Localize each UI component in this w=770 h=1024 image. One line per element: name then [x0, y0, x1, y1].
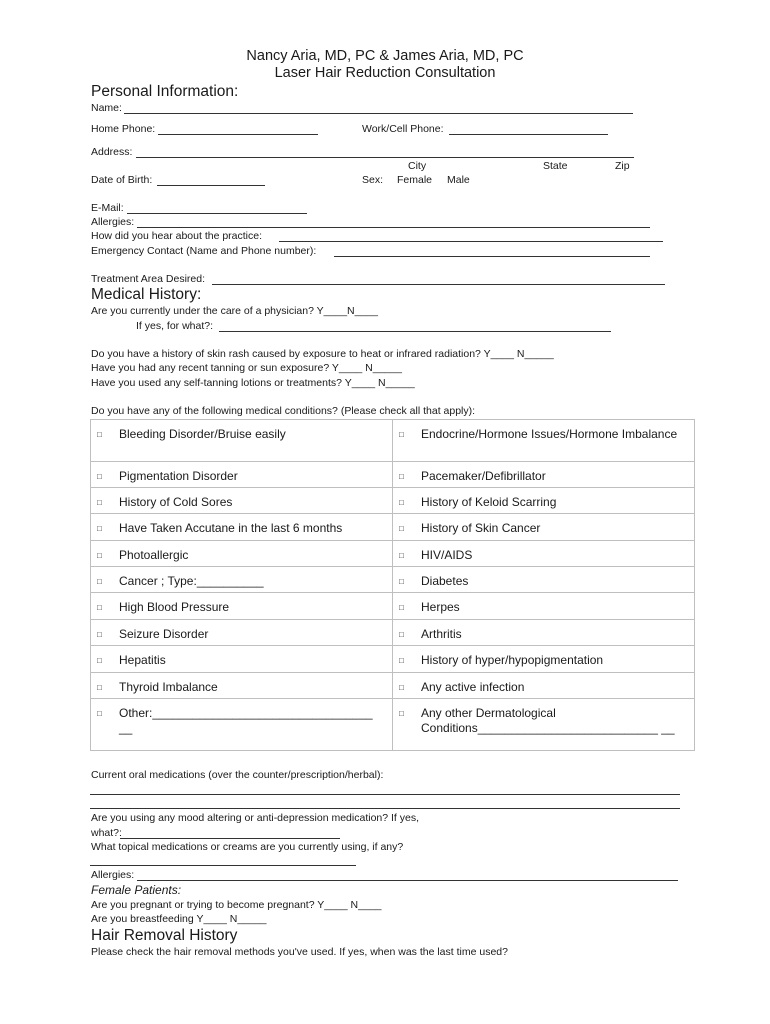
- condition-label: Any other Dermatological Conditions___________________________ __: [421, 706, 675, 735]
- condition-cell: [91, 541, 393, 567]
- conditions-question: Do you have any of the following medical conditions? (Please check all that apply):: [91, 405, 476, 417]
- condition-cell: [393, 462, 695, 488]
- condition-cell: [393, 593, 695, 620]
- table-row: [91, 620, 695, 646]
- condition-label: Herpes: [421, 600, 460, 614]
- checkbox[interactable]: □: [97, 603, 102, 612]
- condition-cell: [91, 462, 393, 488]
- checkbox[interactable]: □: [97, 430, 102, 439]
- sex-option-female[interactable]: Female: [397, 174, 433, 186]
- table-row: [91, 420, 695, 462]
- condition-label: Hepatitis: [119, 653, 166, 667]
- checkbox[interactable]: □: [97, 709, 102, 718]
- self-tanning-question: Have you used any self-tanning lotions or treatments? Y____ N_____: [91, 377, 415, 389]
- condition-label: Any active infection: [421, 680, 525, 694]
- condition-cell: [393, 420, 695, 462]
- condition-label: HIV/AIDS: [421, 548, 473, 562]
- conditions-table: [90, 419, 695, 751]
- email-label: E-Mail:: [91, 202, 124, 214]
- condition-cell: [91, 620, 393, 646]
- rash-question: Do you have a history of skin rash caused by exposure to heat or infrared radiation? Y____ N_____: [91, 348, 554, 360]
- condition-cell: [393, 620, 695, 646]
- condition-cell: [91, 488, 393, 514]
- condition-cell: [91, 593, 393, 620]
- name-field[interactable]: [124, 113, 633, 114]
- condition-cell: [393, 541, 695, 567]
- condition-cell: [393, 567, 695, 593]
- checkbox[interactable]: □: [97, 524, 102, 533]
- mood-medication-what-label: what?:: [91, 827, 122, 839]
- condition-cell: [91, 514, 393, 541]
- condition-label: Seizure Disorder: [119, 627, 209, 641]
- checkbox[interactable]: □: [97, 498, 102, 507]
- table-row: [91, 462, 695, 488]
- topical-medications-question: What topical medications or creams are you currently using, if any?: [91, 841, 404, 853]
- allergies-field-2[interactable]: [137, 880, 678, 881]
- checkbox[interactable]: □: [399, 709, 404, 718]
- condition-cell: [91, 673, 393, 699]
- practice-name: Nancy Aria, MD, PC & James Aria, MD, PC: [246, 48, 524, 64]
- table-row: [91, 514, 695, 541]
- table-row: [91, 567, 695, 593]
- condition-cell: [393, 514, 695, 541]
- dob-label: Date of Birth:: [91, 174, 153, 186]
- table-row: [91, 673, 695, 699]
- medical-history-heading: Medical History:: [91, 286, 202, 303]
- home-phone-field[interactable]: [158, 134, 318, 135]
- treatment-area-field[interactable]: [212, 284, 665, 285]
- checkbox[interactable]: □: [97, 577, 102, 586]
- emergency-contact-field[interactable]: [334, 256, 650, 257]
- condition-cell: [393, 699, 695, 751]
- condition-cell: [393, 673, 695, 699]
- checkbox[interactable]: □: [97, 472, 102, 481]
- city-label: City: [408, 160, 427, 172]
- condition-cell: [91, 646, 393, 673]
- condition-label: History of Cold Sores: [119, 495, 233, 509]
- sex-label: Sex:: [362, 174, 384, 186]
- referral-field[interactable]: [279, 241, 663, 242]
- work-phone-field[interactable]: [449, 134, 608, 135]
- condition-cell: [91, 699, 393, 751]
- email-field[interactable]: [127, 213, 307, 214]
- physician-question: Are you currently under the care of a physician? Y____N____: [91, 305, 378, 317]
- checkbox[interactable]: □: [399, 472, 404, 481]
- condition-label: Pacemaker/Defibrillator: [421, 469, 546, 483]
- table-row: [91, 541, 695, 567]
- checkbox[interactable]: □: [97, 630, 102, 639]
- condition-label: Cancer ; Type:__________: [119, 574, 264, 588]
- checkbox[interactable]: □: [399, 551, 404, 560]
- table-row: [91, 699, 695, 751]
- condition-cell: [91, 567, 393, 593]
- condition-label: Bleeding Disorder/Bruise easily: [119, 427, 286, 441]
- checkbox[interactable]: □: [399, 656, 404, 665]
- condition-label: Diabetes: [421, 574, 469, 588]
- mood-medication-field[interactable]: [120, 838, 340, 839]
- checkbox[interactable]: □: [399, 603, 404, 612]
- table-row: [91, 646, 695, 673]
- condition-label: Thyroid Imbalance: [119, 680, 218, 694]
- physician-what-field[interactable]: [219, 331, 611, 332]
- allergies-field[interactable]: [137, 227, 650, 228]
- breastfeeding-question: Are you breastfeeding Y____ N_____: [91, 913, 267, 925]
- treatment-area-label: Treatment Area Desired:: [91, 273, 205, 285]
- condition-label: Arthritis: [421, 627, 462, 641]
- allergies-label-2: Allergies:: [91, 869, 135, 881]
- checkbox[interactable]: □: [399, 577, 404, 586]
- table-row: [91, 593, 695, 620]
- condition-label: History of hyper/hypopigmentation: [421, 653, 604, 667]
- pregnant-question: Are you pregnant or trying to become pregnant? Y____ N____: [91, 899, 382, 911]
- oral-medications-label: Current oral medications (over the counter/prescription/herbal):: [91, 769, 384, 781]
- condition-label: History of Keloid Scarring: [421, 495, 557, 509]
- checkbox[interactable]: □: [399, 630, 404, 639]
- checkbox[interactable]: □: [97, 683, 102, 692]
- condition-cell: [393, 488, 695, 514]
- emergency-contact-label: Emergency Contact (Name and Phone number):: [91, 245, 317, 257]
- state-label: State: [543, 160, 568, 172]
- address-label: Address:: [91, 146, 133, 158]
- checkbox[interactable]: □: [399, 430, 404, 439]
- condition-label: High Blood Pressure: [119, 600, 230, 614]
- name-label: Name:: [91, 102, 122, 114]
- sex-option-male[interactable]: Male: [447, 174, 470, 186]
- allergies-label: Allergies:: [91, 216, 135, 228]
- form-title: Laser Hair Reduction Consultation: [274, 65, 496, 81]
- condition-cell: [393, 646, 695, 673]
- condition-label: Pigmentation Disorder: [119, 469, 238, 483]
- oral-medications-field-1[interactable]: [90, 794, 680, 795]
- home-phone-label: Home Phone:: [91, 123, 156, 135]
- physician-what-label: If yes, for what?:: [136, 320, 214, 332]
- condition-label: History of Skin Cancer: [421, 521, 541, 535]
- hair-removal-heading: Hair Removal History: [91, 927, 238, 944]
- checkbox[interactable]: □: [399, 498, 404, 507]
- address-field[interactable]: [136, 157, 634, 158]
- condition-label: Endocrine/Hormone Issues/Hormone Imbalance: [421, 427, 678, 441]
- dob-field[interactable]: [157, 185, 265, 186]
- table-row: [91, 488, 695, 514]
- condition-cell: [91, 420, 393, 462]
- condition-label: Have Taken Accutane in the last 6 months: [119, 521, 343, 535]
- checkbox[interactable]: □: [399, 683, 404, 692]
- female-patients-heading: Female Patients:: [91, 883, 182, 897]
- zip-label: Zip: [615, 160, 630, 172]
- work-phone-label: Work/Cell Phone:: [362, 123, 444, 135]
- oral-medications-field-2[interactable]: [90, 808, 680, 809]
- condition-label: Other:_________________________________ __: [119, 706, 373, 735]
- checkbox[interactable]: □: [97, 656, 102, 665]
- condition-label: Photoallergic: [119, 548, 189, 562]
- personal-info-heading: Personal Information:: [91, 83, 239, 100]
- checkbox[interactable]: □: [97, 551, 102, 560]
- hair-removal-instructions: Please check the hair removal methods you've used. If yes, when was the last time used?: [91, 946, 508, 958]
- topical-medications-field[interactable]: [90, 865, 356, 866]
- checkbox[interactable]: □: [399, 524, 404, 533]
- mood-medication-question: Are you using any mood altering or anti-depression medication? If yes,: [91, 812, 420, 824]
- tanning-question: Have you had any recent tanning or sun exposure? Y____ N_____: [91, 362, 402, 374]
- referral-label: How did you hear about the practice:: [91, 230, 263, 242]
